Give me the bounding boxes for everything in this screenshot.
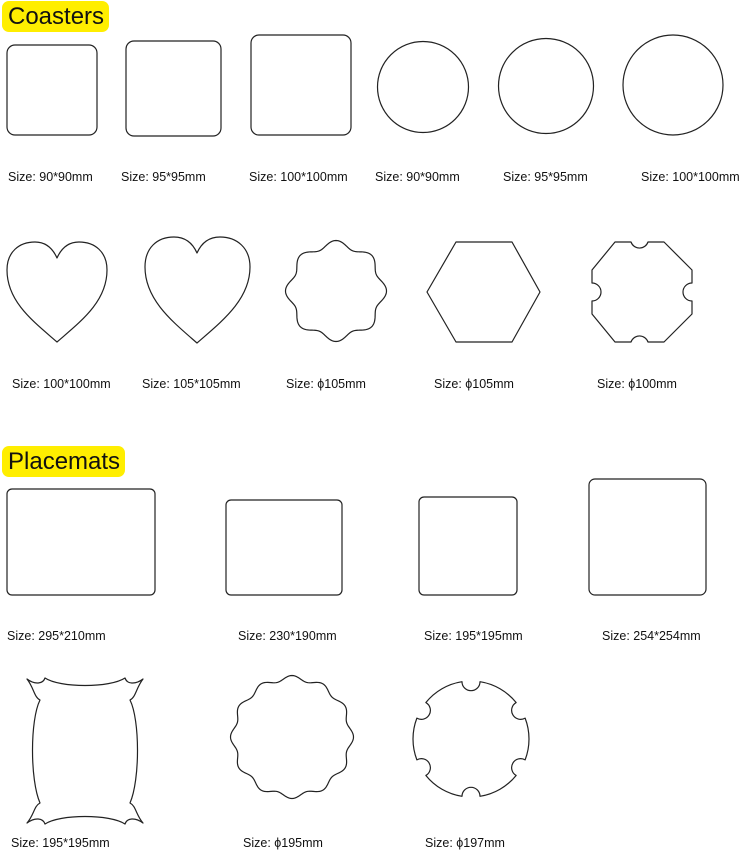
- placemat-caption: Size: 254*254mm: [602, 629, 701, 643]
- coaster-heart-100-outline: [7, 242, 107, 342]
- coaster-circle-90-outline: [378, 42, 469, 133]
- placemat-square-254-outline: [589, 479, 706, 595]
- placemat-frame-outline: [27, 678, 143, 824]
- coasters-heading: Coasters: [2, 1, 109, 32]
- placemat-caption: Size: 195*195mm: [424, 629, 523, 643]
- coaster-square-95-outline: [126, 41, 221, 136]
- placemat-notched-circle-outline: [413, 682, 529, 797]
- placemat-caption: Size: 295*210mm: [7, 629, 106, 643]
- placemat-scalloped-circle-outline: [231, 676, 354, 799]
- coaster-square-90-outline: [7, 45, 97, 135]
- coaster-heart-105-outline: [145, 237, 250, 343]
- coaster-square-100-outline: [251, 35, 351, 135]
- coaster-caption: Size: 90*90mm: [8, 170, 93, 184]
- coaster-caption: Size: ϕ105mm: [434, 377, 514, 391]
- coaster-caption: Size: 95*95mm: [121, 170, 206, 184]
- placemat-rectangle-230-outline: [226, 500, 342, 595]
- placemats-heading: Placemats: [2, 446, 125, 477]
- coaster-scalloped-circle-outline: [286, 241, 387, 342]
- coaster-hexagon-outline: [427, 242, 540, 342]
- placemat-caption: Size: ϕ195mm: [243, 836, 323, 850]
- coaster-circle-100-outline: [623, 35, 723, 135]
- coaster-caption: Size: ϕ100mm: [597, 377, 677, 391]
- placemat-caption: Size: 230*190mm: [238, 629, 337, 643]
- coaster-caption: Size: ϕ105mm: [286, 377, 366, 391]
- placemat-caption: Size: 195*195mm: [11, 836, 110, 850]
- coaster-caption: Size: 95*95mm: [503, 170, 588, 184]
- coaster-caption: Size: 100*100mm: [249, 170, 348, 184]
- coaster-caption: Size: 100*100mm: [12, 377, 111, 391]
- coaster-caption: Size: 105*105mm: [142, 377, 241, 391]
- placemat-square-195-outline: [419, 497, 517, 595]
- placemat-caption: Size: ϕ197mm: [425, 836, 505, 850]
- placemat-rectangle-295-outline: [7, 489, 155, 595]
- coaster-notched-octagon-outline: [592, 242, 692, 342]
- coaster-circle-95-outline: [499, 39, 594, 134]
- coaster-caption: Size: 90*90mm: [375, 170, 460, 184]
- coaster-caption: Size: 100*100mm: [641, 170, 740, 184]
